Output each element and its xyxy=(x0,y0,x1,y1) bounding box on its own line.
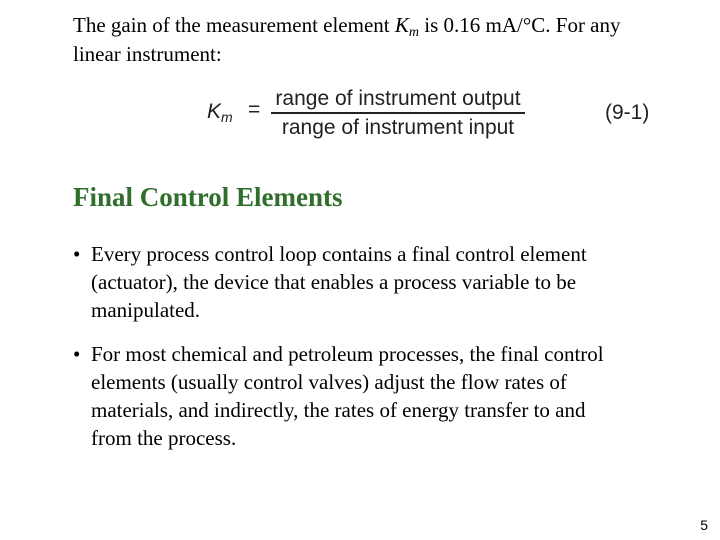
equals-sign: = xyxy=(248,98,261,121)
bullet-icon: • xyxy=(73,342,81,366)
gain-equation xyxy=(207,86,667,146)
fraction xyxy=(271,86,525,140)
km-symbol: $K_m$ xyxy=(394,13,420,40)
intro-suffix: is 0.16 mA/°C. For any xyxy=(419,13,621,37)
fraction-numerator: range of instrument output xyxy=(275,87,521,110)
page-number: 5 xyxy=(700,517,708,533)
bullet-line: (actuator), the device that enables a process variable to be xyxy=(91,270,577,294)
bullet-icon: • xyxy=(73,242,81,266)
intro-prefix: The gain of the measurement element xyxy=(73,13,395,37)
bullet-list xyxy=(73,240,693,468)
bullet-line: Every process control loop contains a final control element xyxy=(91,242,587,266)
km-subscript: m xyxy=(408,25,420,40)
bullet-line: elements (usually control valves) adjust the flow rates of xyxy=(91,370,567,394)
fraction-denominator: range of instrument input xyxy=(281,115,515,139)
intro-line-1 xyxy=(73,11,713,40)
equation-lhs: $K_m$ xyxy=(207,100,233,125)
equation-lhs-subscript: m xyxy=(221,109,233,125)
bullet-line: For most chemical and petroleum processes, the final control xyxy=(91,342,604,366)
section-heading: Final Control Elements xyxy=(73,182,343,212)
bullet-line: from the process. xyxy=(91,426,237,450)
bullet-line: manipulated. xyxy=(91,298,201,322)
bullet-item-control-valves xyxy=(73,340,693,452)
bullet-line: materials, and indirectly, the rates of energy transfer to and xyxy=(91,398,586,422)
equation-number: (9-1) xyxy=(605,101,650,124)
intro-line-2: linear instrument: xyxy=(73,42,222,66)
intro-paragraph xyxy=(73,11,713,69)
bullet-item-actuator xyxy=(73,240,693,324)
